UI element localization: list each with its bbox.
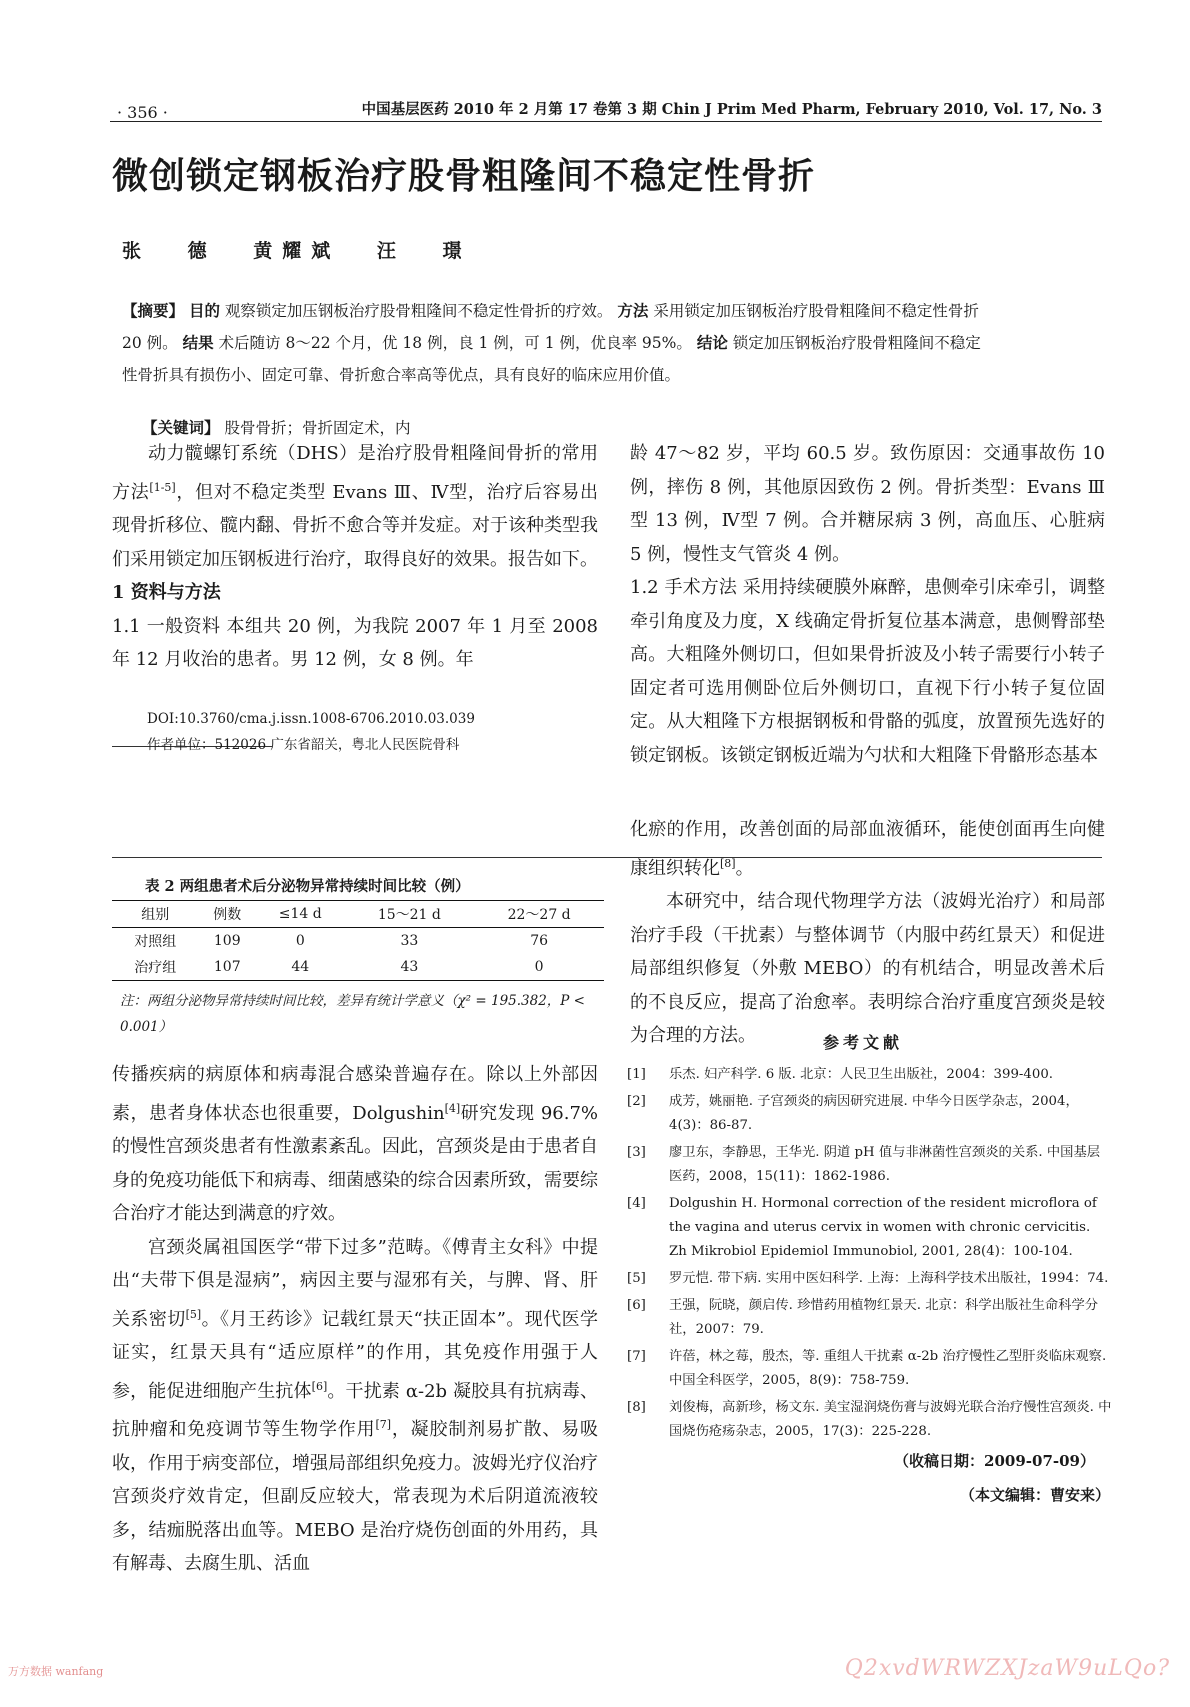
- lower-right-paragraph-1: 化瘀的作用，改善创面的局部血液循环，能使创面再生向健康组织转化[8]。: [630, 819, 1105, 879]
- table-cell: 0: [534, 959, 544, 975]
- surgery-method: 1.2 手术方法 采用持续硬膜外麻醉，患侧牵引床牵引，调整牵引角度及力度，X 线确定骨折复位基本满意，患侧臀部垫高。大粗隆外侧切口，但如果骨折波及小转子需要行小转子固定者可选用侧卧位后外侧切口，直视下行小转子复位固定。从大粗隆下方根据钢板和骨骼的弧度，放置预先选好的锁定钢板。该锁定钢板近端为勺状和大粗隆下骨骼形态基本: [630, 577, 1105, 766]
- reference-item: [6] 王强，阮晓，颜启传. 珍惜药用植物红景天. 北京：科学出版社生命科学分社，2007：79.: [627, 1298, 1099, 1337]
- keywords-text: 股骨骨折；骨折固定术，内: [224, 419, 411, 437]
- watermark-code: Q2xvdWRWZXJzaW9uLQo?: [844, 1656, 1170, 1681]
- reference-item: [7] 许蓓，林之莓，殷杰，等. 重组人干扰素 α-2b 治疗慢性乙型肝炎临床观察. 中国全科医学，2005，8(9)：758-759.: [627, 1349, 1107, 1388]
- table-row: [112, 928, 604, 955]
- references-title: 参考文献: [823, 1033, 904, 1052]
- abstract-result-label: 结果: [182, 333, 214, 352]
- header-rule: [110, 121, 1102, 122]
- table-cell: 43: [400, 959, 419, 975]
- reference-item: [2] 成芳，姚丽艳. 子宫颈炎的病因研究进展. 中华今日医学杂志，2004，4(3)：86-87.: [627, 1094, 1079, 1133]
- journal-header: 中国基层医药 2010 年 2 月第 17 卷第 3 期 Chin J Prim Med Pharm, February 2010, Vol. 17, No. 3: [361, 101, 1102, 118]
- table-header: 15～21 d: [377, 907, 441, 923]
- lower-left-column: [112, 1058, 598, 1581]
- reference-item: [4] Dolgushin H. Hormonal correction of the resident microflora of the vagina and uterus cervix in women with chronic cervicitis. Zh Mikrobiol Epidemiol Immunobiol, 2001, 28(4)：100-104.: [627, 1196, 1097, 1259]
- page-number: · 356 ·: [117, 103, 168, 122]
- upper-left-column: [112, 437, 598, 677]
- table-cell: 0: [295, 933, 305, 949]
- table-header: ≤14 d: [278, 906, 322, 922]
- table-header: 22～27 d: [507, 907, 571, 923]
- editor-note: （本文编辑：曹安来）: [959, 1486, 1110, 1504]
- table-header-row: [112, 901, 604, 928]
- reference-item: [3] 廖卫东，李静思，王华光. 阴道 pH 值与非淋菌性宫颈炎的关系. 中国基层医药，2008，15(11)：1862-1986.: [627, 1145, 1101, 1184]
- abstract-method-label: 方法: [617, 301, 649, 320]
- abstract-purpose: 观察锁定加压钢板治疗股骨粗隆间不稳定性骨折的疗效。: [224, 302, 613, 320]
- lower-right-paragraph-2: 本研究中，结合现代物理学方法（波姆光治疗）和局部治疗手段（干扰素）与整体调节（内服中药红景天）和促进局部组织修复（外敷 MEBO）的有机结合，明显改善术后的不良反应，提高了治愈率。表明综合治疗重度宫颈炎是较为合理的方法。: [630, 891, 1105, 1046]
- footnote-unit: 作者单位：512026 广东省韶关，粤北人民医院骨科: [147, 737, 460, 753]
- table-cell: 109: [213, 933, 241, 949]
- reference-item: [5] 罗元恺. 带下病. 实用中医妇科学. 上海：上海科学技术出版社，1994：74.: [627, 1271, 1109, 1286]
- table-cell: 对照组: [134, 934, 177, 950]
- watermark-logo: 万方数据 wanfang: [8, 1665, 104, 1678]
- data-table: [112, 900, 604, 981]
- upper-right-column: [630, 437, 1105, 772]
- subsection-general: 1.1 一般资料 本组共 20 例，为我院 2007 年 1 月至 2008 年 12 月收治的患者。男 12 例，女 8 例。年: [112, 615, 598, 670]
- abstract-purpose-label: 目的: [188, 301, 220, 320]
- received-date: （收稿日期：2009-07-09）: [894, 1452, 1095, 1470]
- keywords-label: 【关键词】: [142, 418, 220, 437]
- table-caption: 表 2 两组患者术后分泌物异常持续时间比较（例）: [145, 878, 470, 895]
- lower-paragraph-2: 宫颈炎属祖国医学“带下过多”范畴。《傅青主女科》中提出“夫带下俱是湿病”，病因主要与湿邪有关，与脾、肾、肝关系密切[5]。《月王药诊》记载红景天“扶正固本”。现代医学证实，红景天具有“适应原样”的作用，其免疫作用强于人参，能促进细胞产生抗体[6]。干扰素 α-2b 凝胶具有抗病毒、抗肿瘤和免疫调节等生物学作用[7]，凝胶制剂易扩散、易吸收，作用于病变部位，增强局部组织免疫力。波姆光疗仪治疗宫颈炎疗效肯定，但副反应较大，常表现为术后阴道流液较多，结痂脱落出血等。MEBO 是治疗烧伤创面的外用药，具有解毒、去腐生肌、活血: [112, 1236, 599, 1574]
- table-cell: 107: [213, 959, 241, 975]
- abstract-result: 术后随访 8～22 个月，优 18 例，良 1 例，可 1 例，优良率 95%。: [218, 334, 692, 352]
- section-heading: 1 资料与方法: [112, 582, 221, 603]
- footnote-doi: DOI:10.3760/cma.j.issn.1008-6706.2010.03.039: [147, 711, 475, 727]
- lower-right-column: [630, 813, 1105, 1053]
- table-header: 组别: [141, 907, 170, 923]
- table-cell: 33: [400, 933, 419, 949]
- table-cell: 治疗组: [134, 960, 177, 976]
- intro-paragraph: 动力髋螺钉系统（DHS）是治疗股骨粗隆间骨折的常用方法[1-5]，但对不稳定类型 Evans Ⅲ、Ⅳ型，治疗后容易出现骨折移位、髋内翻、骨折不愈合等并发症。对于该种类型我们采用锁定加压钢板进行治疗，取得良好的效果。报告如下。: [112, 443, 599, 570]
- table-cell: 76: [530, 933, 549, 949]
- abstract: [122, 295, 994, 391]
- abstract-label: 【摘要】: [122, 301, 185, 320]
- general-data-cont: 龄 47～82 岁，平均 60.5 岁。致伤原因：交通事故伤 10 例，摔伤 8 例，其他原因致伤 2 例。骨折类型：Evans Ⅲ型 13 例，Ⅳ型 7 例。合并糖尿病 3 例，高血压、心脏病 5 例，慢性支气管炎 4 例。: [630, 443, 1105, 565]
- abstract-conclusion: 锁定加压钢板治疗股骨粗隆间不稳定性骨折具有损伤小、固定可靠、骨折愈合率高等优点，具有良好的临床应用价值。: [122, 334, 981, 384]
- abstract-method: 采用锁定加压钢板治疗股骨粗隆间不稳定性骨折 20 例。: [122, 302, 979, 352]
- lower-paragraph-1: 传播疾病的病原体和病毒混合感染普遍存在。除以上外部因素，患者身体状态也很重要，Dolgushin[4]研究发现 96.7% 的慢性宫颈炎患者有性激素紊乱。因此，宫颈炎是由于患者自身的免疫功能低下和病毒、细菌感染的综合因素所致，需要综合治疗才能达到满意的疗效。: [112, 1064, 599, 1224]
- table-note: 注：两组分泌物异常持续时间比较，差异有统计学意义（χ² = 195.382，P < 0.001）: [120, 993, 585, 1035]
- table-cell: 44: [291, 959, 310, 975]
- table-header: 例数: [213, 907, 242, 923]
- article-authors: 张 德 黄耀斌 汪 璟: [122, 240, 472, 262]
- abstract-conclusion-label: 结论: [696, 333, 728, 352]
- references-list: [627, 1063, 1112, 1447]
- reference-item: [8] 刘俊梅，高新珍，杨文东. 美宝湿润烧伤膏与波姆光联合治疗慢性宫颈炎. 中国烧伤疮疡杂志，2005，17(3)：225-228.: [627, 1400, 1112, 1439]
- article-title: 微创锁定钢板治疗股骨粗隆间不稳定性骨折: [112, 155, 816, 197]
- table-row: [112, 954, 604, 981]
- reference-item: [1] 乐杰. 妇产科学. 6 版. 北京：人民卫生出版社，2004：399-400.: [627, 1067, 1054, 1082]
- keywords: [142, 416, 410, 438]
